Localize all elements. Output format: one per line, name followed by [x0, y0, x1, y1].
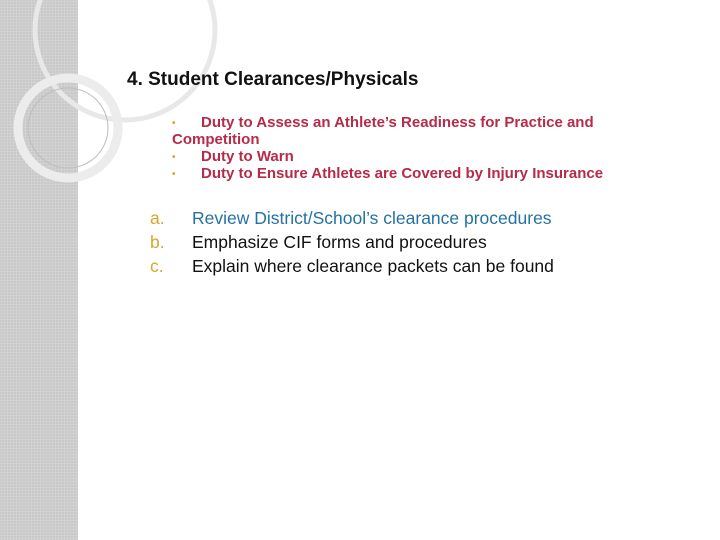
- list-label: a.: [150, 208, 165, 228]
- list-item: [150, 256, 554, 277]
- list-text: Emphasize CIF forms and procedures: [192, 232, 487, 252]
- list-item: [150, 232, 487, 253]
- duty-item: • Duty to Ensure Athletes are Covered by Injury Insurance: [172, 165, 604, 182]
- list-text: Review District/School’s clearance procedures: [192, 208, 552, 228]
- list-text: Explain where clearance packets can be found: [192, 256, 554, 276]
- list-label: c.: [150, 256, 164, 276]
- bullet-icon: •: [172, 168, 176, 180]
- duty-item-continuation: Competition: [172, 131, 260, 148]
- list-label: b.: [150, 232, 165, 252]
- slide-title: 4. Student Clearances/Physicals: [127, 69, 419, 90]
- list-item: [150, 208, 552, 229]
- bullet-icon: •: [172, 117, 176, 129]
- duty-item: • Duty to Assess an Athlete’s Readiness for Practice and: [172, 114, 594, 131]
- bullet-icon: •: [172, 151, 176, 163]
- decorative-circles-icon: [0, 0, 240, 220]
- duty-item: • Duty to Warn: [172, 148, 294, 165]
